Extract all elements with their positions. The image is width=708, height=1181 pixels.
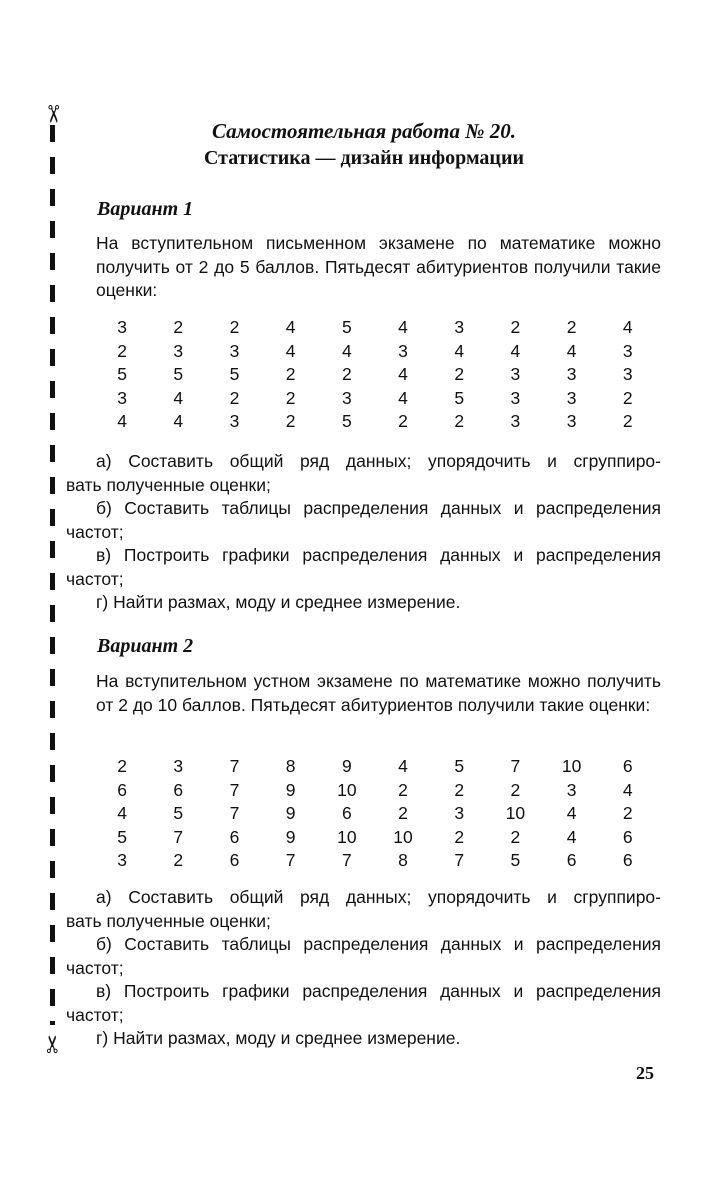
grade-cell: 7 xyxy=(285,850,296,871)
grade-cell: 4 xyxy=(510,340,521,361)
grade-cell: 2 xyxy=(622,387,633,408)
grade-cell: 4 xyxy=(622,779,633,800)
grade-cell: 7 xyxy=(229,756,240,776)
grade-cell: 5 xyxy=(117,826,127,847)
task-item-continuation: частот; xyxy=(66,1004,124,1025)
grade-cell: 3 xyxy=(117,850,127,871)
task-item: а) Составить общий ряд данных; упорядочить и сгруппиро- xyxy=(96,887,661,907)
variant-2-intro: На вступительном устном экзамене по математике можно получить от 2 до 10 баллов. Пятьдесят абитуриентов получили такие оценки: xyxy=(96,671,661,715)
grade-cell: 5 xyxy=(510,850,521,871)
grades-row xyxy=(94,387,656,411)
task-item: в) Построить графики распределения данных и распределения xyxy=(96,545,661,565)
grade-cell: 2 xyxy=(566,317,577,337)
grade-cell: 2 xyxy=(285,411,296,432)
grade-cell: 4 xyxy=(566,803,577,824)
grade-cell: 2 xyxy=(622,803,633,824)
grade-cell: 3 xyxy=(510,387,521,408)
grade-cell: 3 xyxy=(117,387,127,408)
task-item-continuation: частот; xyxy=(66,521,124,542)
grade-cell: 6 xyxy=(229,826,240,847)
variant-2-grades-table xyxy=(94,755,656,873)
grade-cell: 4 xyxy=(117,411,127,432)
grade-cell: 6 xyxy=(229,850,240,871)
grade-cell: 5 xyxy=(341,317,352,337)
grades-row xyxy=(94,755,656,779)
variant-1-intro: На вступительном письменном экзамене по математике можно получить от 2 до 5 баллов. Пятьдесят абитуриентов получили такие оценки: xyxy=(96,233,661,300)
grade-cell: 7 xyxy=(454,850,465,871)
grade-cell: 9 xyxy=(285,826,296,847)
grade-cell: 2 xyxy=(117,340,127,361)
grade-cell: 4 xyxy=(173,411,184,432)
grade-cell: 10 xyxy=(337,826,357,847)
grade-cell: 10 xyxy=(337,779,357,800)
grade-cell: 10 xyxy=(505,803,526,824)
page-number: 25 xyxy=(636,1063,654,1083)
scissors-icon: ✂ xyxy=(39,103,67,125)
grade-cell: 2 xyxy=(454,364,465,385)
grade-cell: 2 xyxy=(285,387,296,408)
grade-cell: 5 xyxy=(173,803,184,824)
grade-cell: 3 xyxy=(229,411,240,432)
grade-cell: 3 xyxy=(510,364,521,385)
variant-1-grades-table xyxy=(94,316,656,434)
grade-cell: 4 xyxy=(398,317,408,337)
grades-row xyxy=(94,849,656,873)
grades-row xyxy=(94,316,656,340)
grade-cell: 2 xyxy=(454,826,465,847)
grade-cell: 9 xyxy=(341,756,352,776)
grade-cell: 4 xyxy=(173,387,184,408)
grade-cell: 2 xyxy=(510,779,521,800)
grade-cell: 5 xyxy=(229,364,240,385)
grade-cell: 7 xyxy=(510,756,521,776)
grade-cell: 3 xyxy=(566,387,577,408)
grade-cell: 6 xyxy=(341,803,352,824)
grades-row xyxy=(94,779,656,803)
grade-cell: 8 xyxy=(285,756,296,776)
task-item-continuation: частот; xyxy=(66,568,124,589)
grades-row xyxy=(94,826,656,850)
grade-cell: 10 xyxy=(393,826,413,847)
grade-cell: 6 xyxy=(622,756,633,776)
task-item: б) Составить таблицы распределения данных и распределения xyxy=(96,498,661,518)
grade-cell: 5 xyxy=(454,387,465,408)
grade-cell: 3 xyxy=(566,411,577,432)
grade-cell: 3 xyxy=(622,340,633,361)
grade-cell: 4 xyxy=(398,364,408,385)
grade-cell: 2 xyxy=(117,756,127,776)
variant-2-heading: Вариант 2 xyxy=(97,635,194,657)
grade-cell: 2 xyxy=(341,364,352,385)
grade-cell: 2 xyxy=(454,779,465,800)
page-subtitle: Статистика — дизайн информации xyxy=(203,147,524,169)
grade-cell: 4 xyxy=(622,317,633,337)
grade-cell: 5 xyxy=(341,411,352,432)
grade-cell: 5 xyxy=(173,364,184,385)
grade-cell: 4 xyxy=(398,756,408,776)
grade-cell: 2 xyxy=(229,387,240,408)
grade-cell: 4 xyxy=(285,340,296,361)
task-item: б) Составить таблицы распределения данных и распределения xyxy=(96,934,661,954)
page-title: Самостоятельная работа № 20. xyxy=(212,119,516,143)
grade-cell: 3 xyxy=(398,340,408,361)
grade-cell: 3 xyxy=(117,317,127,337)
grade-cell: 9 xyxy=(285,803,296,824)
grade-cell: 3 xyxy=(566,364,577,385)
grade-cell: 2 xyxy=(285,364,296,385)
task-item-continuation: вать полученные оценки; xyxy=(66,910,271,931)
task-item-continuation: частот; xyxy=(66,957,124,978)
grade-cell: 4 xyxy=(398,387,408,408)
grade-cell: 4 xyxy=(566,340,577,361)
grades-row xyxy=(94,410,656,434)
grade-cell: 4 xyxy=(341,340,352,361)
grades-row xyxy=(94,802,656,826)
grade-cell: 6 xyxy=(117,779,127,800)
grade-cell: 3 xyxy=(341,387,352,408)
grade-cell: 3 xyxy=(454,803,465,824)
grade-cell: 7 xyxy=(229,779,240,800)
cut-line xyxy=(50,125,55,1025)
grade-cell: 6 xyxy=(622,850,633,871)
grade-cell: 7 xyxy=(173,826,184,847)
variant-1-tasks xyxy=(66,450,661,615)
grade-cell: 3 xyxy=(510,411,521,432)
grade-cell: 4 xyxy=(117,803,127,824)
grade-cell: 2 xyxy=(622,411,633,432)
task-item: г) Найти размах, моду и среднее измерение. xyxy=(96,592,461,612)
grade-cell: 4 xyxy=(454,340,465,361)
grade-cell: 2 xyxy=(173,850,184,871)
grade-cell: 7 xyxy=(229,803,240,824)
grade-cell: 2 xyxy=(454,411,465,432)
task-item: г) Найти размах, моду и среднее измерение. xyxy=(96,1028,461,1048)
grade-cell: 3 xyxy=(229,340,240,361)
grade-cell: 2 xyxy=(510,317,521,337)
grade-cell: 7 xyxy=(341,850,352,871)
grade-cell: 8 xyxy=(398,850,408,871)
grade-cell: 2 xyxy=(398,803,408,824)
grade-cell: 10 xyxy=(561,756,582,776)
grade-cell: 2 xyxy=(398,411,408,432)
grade-cell: 6 xyxy=(622,826,633,847)
grade-cell: 3 xyxy=(622,364,633,385)
grade-cell: 4 xyxy=(285,317,296,337)
grade-cell: 2 xyxy=(398,779,408,800)
grade-cell: 9 xyxy=(285,779,296,800)
grade-cell: 2 xyxy=(229,317,240,337)
grade-cell: 3 xyxy=(454,317,465,337)
grade-cell: 2 xyxy=(510,826,521,847)
grades-row xyxy=(94,363,656,387)
grade-cell: 3 xyxy=(173,340,184,361)
task-item: а) Составить общий ряд данных; упорядочить и сгруппиро- xyxy=(96,451,661,471)
grade-cell: 4 xyxy=(566,826,577,847)
variant-2-tasks xyxy=(66,886,661,1051)
task-item-continuation: вать полученные оценки; xyxy=(66,474,271,495)
grade-cell: 3 xyxy=(566,779,577,800)
grade-cell: 6 xyxy=(566,850,577,871)
grades-row xyxy=(94,340,656,364)
grade-cell: 5 xyxy=(117,364,127,385)
grade-cell: 3 xyxy=(173,756,184,776)
grade-cell: 5 xyxy=(454,756,465,776)
task-item: в) Построить графики распределения данных и распределения xyxy=(96,981,661,1001)
grade-cell: 2 xyxy=(173,317,184,337)
grade-cell: 6 xyxy=(173,779,184,800)
variant-1-heading: Вариант 1 xyxy=(97,198,194,220)
scissors-icon: ✂ xyxy=(39,1033,67,1055)
